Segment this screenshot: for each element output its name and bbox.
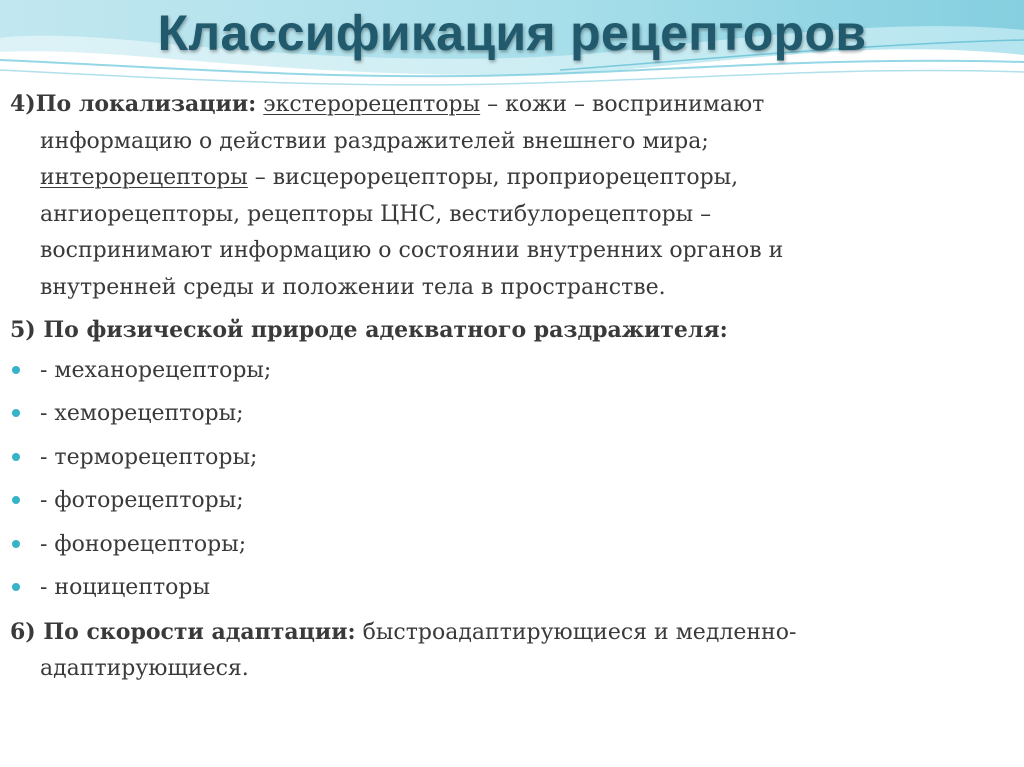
list-item bbox=[10, 436, 1010, 480]
item-6-desc-1: быстроадаптирующиеся и медленно- bbox=[355, 619, 797, 645]
item-6-label: 6) По скорости адаптации: bbox=[10, 618, 356, 645]
list-item bbox=[10, 479, 1010, 523]
list-item bbox=[10, 566, 1010, 610]
list-item-text: - фонорецепторы; bbox=[40, 531, 247, 557]
exteroreceptors-desc-2: информацию о действии раздражителей внешнего мира; bbox=[40, 128, 709, 154]
interoreceptors-desc-4: внутренней среды и положении тела в пространстве. bbox=[40, 274, 666, 300]
item-4-label: 4)По локализации: bbox=[10, 91, 257, 117]
exteroreceptors-term: экстерорецепторы bbox=[263, 92, 481, 117]
interoreceptors-desc-3: воспринимают информацию о состоянии внутренних органов и bbox=[40, 238, 784, 263]
bullet-dot-icon bbox=[12, 540, 20, 548]
page-title: Классификация рецепторов bbox=[157, 5, 867, 61]
interoreceptors-term: интерорецепторы bbox=[40, 165, 248, 190]
bullet-dot-icon bbox=[12, 496, 20, 504]
list-item bbox=[10, 523, 1010, 567]
item-4-localization bbox=[10, 86, 1010, 306]
list-item-text: - механорецепторы; bbox=[40, 357, 272, 383]
item-6-desc-2: адаптирующиеся. bbox=[40, 656, 249, 681]
receptor-types-list bbox=[10, 349, 1010, 610]
item-5-physical-nature bbox=[10, 312, 1010, 349]
interoreceptors-desc-1: – висцерорецепторы, проприорецепторы, bbox=[247, 165, 739, 190]
bullet-dot-icon bbox=[12, 453, 20, 461]
exteroreceptors-desc-1: – кожи – воспринимают bbox=[480, 92, 765, 117]
interoreceptors-desc-2: ангиорецепторы, рецепторы ЦНС, вестибулорецепторы – bbox=[40, 201, 712, 227]
list-item-text: - хеморецепторы; bbox=[40, 401, 244, 426]
bullet-dot-icon bbox=[12, 409, 20, 417]
list-item bbox=[10, 349, 1010, 393]
item-6-line-1 bbox=[10, 614, 1010, 652]
bullet-dot-icon bbox=[12, 583, 20, 591]
list-item-text: - фоторецепторы; bbox=[40, 488, 244, 513]
list-item-text: - ноцицепторы bbox=[40, 575, 210, 600]
list-item bbox=[10, 392, 1010, 436]
bullet-dot-icon bbox=[12, 366, 20, 374]
item-4-line-1 bbox=[10, 86, 1010, 124]
item-6-adaptation-speed bbox=[10, 614, 1010, 688]
item-5-label: 5) По физической природе адекватного раздражителя: bbox=[10, 317, 728, 343]
slide-content bbox=[10, 86, 1010, 688]
item-4-line-3 bbox=[10, 160, 1010, 197]
list-item-text: - терморецепторы; bbox=[40, 444, 258, 470]
